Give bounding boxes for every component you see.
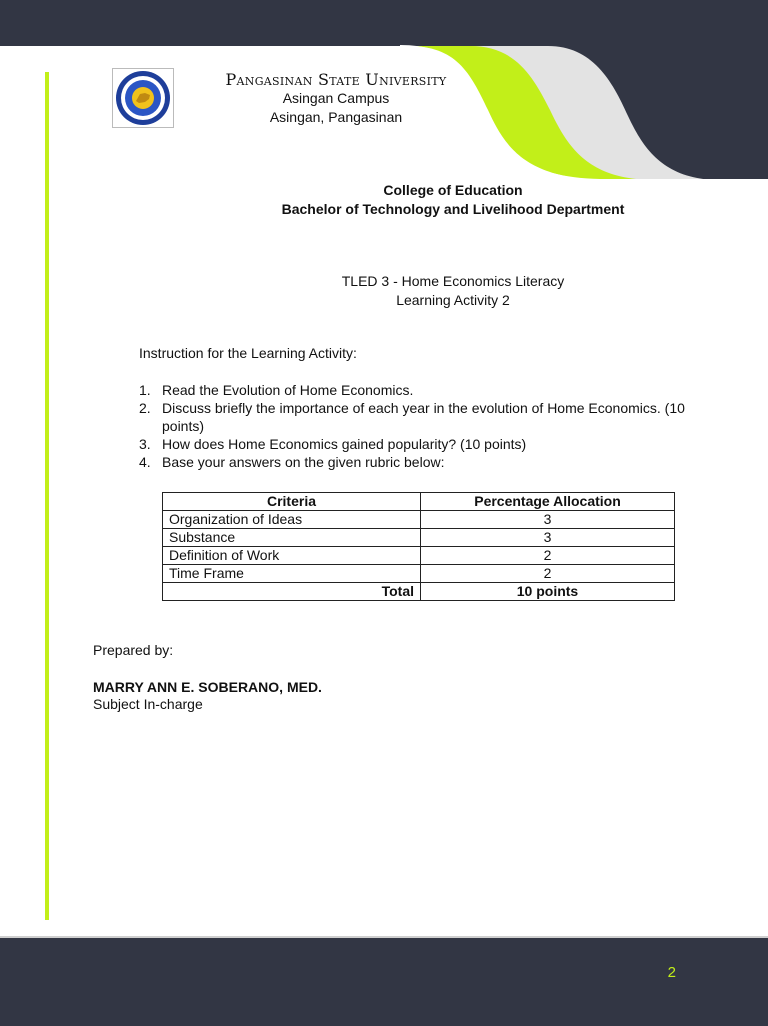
instruction-list — [139, 381, 699, 471]
total-value: 10 points — [421, 583, 675, 601]
criteria-cell: Definition of Work — [163, 547, 421, 565]
list-item — [139, 381, 699, 399]
campus-location: Asingan, Pangasinan — [269, 109, 403, 125]
table-row — [163, 547, 675, 565]
list-item — [139, 435, 699, 453]
prepared-label: Prepared by: — [93, 642, 174, 658]
rubric-table — [162, 492, 675, 601]
value-cell: 3 — [421, 529, 675, 547]
list-item — [139, 399, 699, 435]
university-header — [204, 70, 468, 127]
list-text: Base your answers on the given rubric below: — [162, 454, 445, 470]
header-percentage: Percentage Allocation — [421, 493, 675, 511]
list-text: Discuss briefly the importance of each year in the evolution of Home Economics. (10 points) — [162, 400, 685, 434]
list-item — [139, 453, 699, 471]
course-title: TLED 3 - Home Economics Literacy — [341, 273, 565, 289]
campus-name: Asingan Campus — [282, 90, 390, 106]
department-name: Bachelor of Technology and Livelihood Department — [281, 201, 625, 217]
list-number: 4. — [139, 454, 151, 470]
university-name: Pangasinan State University — [225, 70, 447, 89]
list-number: 3. — [139, 436, 151, 452]
list-text: How does Home Economics gained popularity? (10 points) — [162, 436, 527, 452]
page-number: 2 — [667, 964, 676, 981]
preparer-name: MARRY ANN E. SOBERANO, MED. — [93, 679, 322, 695]
table-header-row — [163, 493, 675, 511]
value-cell: 3 — [421, 511, 675, 529]
list-number: 1. — [139, 382, 151, 398]
criteria-cell: Organization of Ideas — [163, 511, 421, 529]
activity-title: Learning Activity 2 — [396, 292, 510, 308]
list-number: 2. — [139, 400, 151, 416]
value-cell: 2 — [421, 565, 675, 583]
value-cell: 2 — [421, 547, 675, 565]
list-text: Read the Evolution of Home Economics. — [162, 382, 414, 398]
table-row — [163, 511, 675, 529]
criteria-cell: Substance — [163, 529, 421, 547]
criteria-cell: Time Frame — [163, 565, 421, 583]
footer-band — [0, 936, 768, 1026]
header-criteria: Criteria — [163, 493, 421, 511]
preparer-role: Subject In-charge — [93, 696, 203, 712]
table-row — [163, 565, 675, 583]
table-row — [163, 529, 675, 547]
table-total-row — [163, 583, 675, 601]
university-seal-icon — [112, 68, 174, 128]
instruction-heading: Instruction for the Learning Activity: — [139, 345, 357, 361]
college-name: College of Education — [383, 182, 523, 198]
total-label: Total — [163, 583, 421, 601]
